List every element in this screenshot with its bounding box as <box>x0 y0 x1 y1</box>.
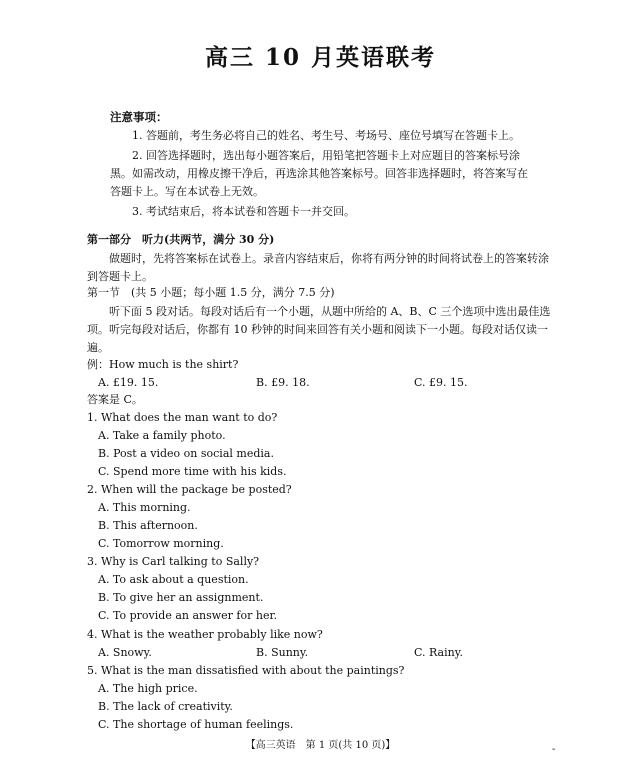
question-2-option-b: B. This afternoon. <box>98 519 198 532</box>
example-option-b: B. £9. 18. <box>256 376 310 389</box>
notice-item-3: 3. 考试结束后，将本试卷和答题卡一并交回。 <box>132 205 355 218</box>
example-question: 例：How much is the shirt? <box>87 358 239 371</box>
question-5-option-c: C. The shortage of human feelings. <box>98 718 294 731</box>
example-answer: 答案是 C。 <box>87 393 143 406</box>
question-5-option-b: B. The lack of creativity. <box>98 700 233 713</box>
question-3-option-a: A. To ask about a question. <box>98 573 249 586</box>
notice-heading: 注意事项： <box>110 110 168 124</box>
section1-intro-block <box>87 303 553 357</box>
question-2-option-c: C. Tomorrow morning. <box>98 537 224 550</box>
question-4-option-b: B. Sunny. <box>256 646 309 659</box>
question-4-option-c: C. Rainy. <box>414 646 463 659</box>
page-footer: 【高三英语 第 1 页(共 10 页)】 <box>245 740 396 751</box>
corner-mark: - <box>552 744 556 755</box>
question-3-option-c: C. To provide an answer for her. <box>98 609 278 622</box>
notice-list <box>110 127 534 223</box>
part1-intro-block <box>87 250 553 286</box>
question-1-option-c: C. Spend more time with his kids. <box>98 465 287 478</box>
example-option-c: C. £9. 15. <box>414 376 468 389</box>
part1-intro: 做题时，先将答案标在试卷上。录音内容结束后，你将有两分钟的时间将试卷上的答案转涂到答题卡上。 <box>87 252 549 283</box>
section1-intro: 听下面 5 段对话。每段对话后有一个小题，从题中所给的 A、B、C 三个选项中选出最佳选项。听完每段对话后，你都有 10 秒钟的时间来回答有关小题和阅读下一小题。每段对话仅读一遍。 <box>87 305 551 354</box>
question-1: 1. What does the man want to do? <box>87 411 278 424</box>
section1-heading: 第一节 (共 5 小题；每小题 1.5 分，满分 7.5 分) <box>87 286 335 299</box>
notice-item-2: 2. 回答选择题时，选出每小题答案后，用铅笔把答题卡上对应题目的答案标号涂黑。如需改动，用橡皮擦干净后，再选涂其他答案标号。回答非选择题时，将答案写在答题卡上。写在本试卷上无效。 <box>110 149 528 198</box>
question-2: 2. When will the package be posted? <box>87 483 292 496</box>
question-2-option-a: A. This morning. <box>98 501 191 514</box>
part1-heading: 第一部分 听力(共两节，满分 30 分) <box>87 233 275 246</box>
question-1-option-a: A. Take a family photo. <box>98 429 226 442</box>
question-3-option-b: B. To give her an assignment. <box>98 591 264 604</box>
notice-item-1: 1. 答题前，考生务必将自己的姓名、考生号、考场号、座位号填写在答题卡上。 <box>132 129 520 142</box>
question-3: 3. Why is Carl talking to Sally? <box>87 555 260 568</box>
question-5: 5. What is the man dissatisfied with about the paintings? <box>87 664 405 677</box>
question-4: 4. What is the weather probably like now? <box>87 628 323 641</box>
question-1-option-b: B. Post a video on social media. <box>98 447 274 460</box>
question-5-option-a: A. The high price. <box>98 682 198 695</box>
question-4-option-a: A. Snowy. <box>98 646 152 659</box>
page-title: 高三 10 月英语联考 <box>204 44 437 71</box>
example-option-a: A. £19. 15. <box>98 376 159 389</box>
